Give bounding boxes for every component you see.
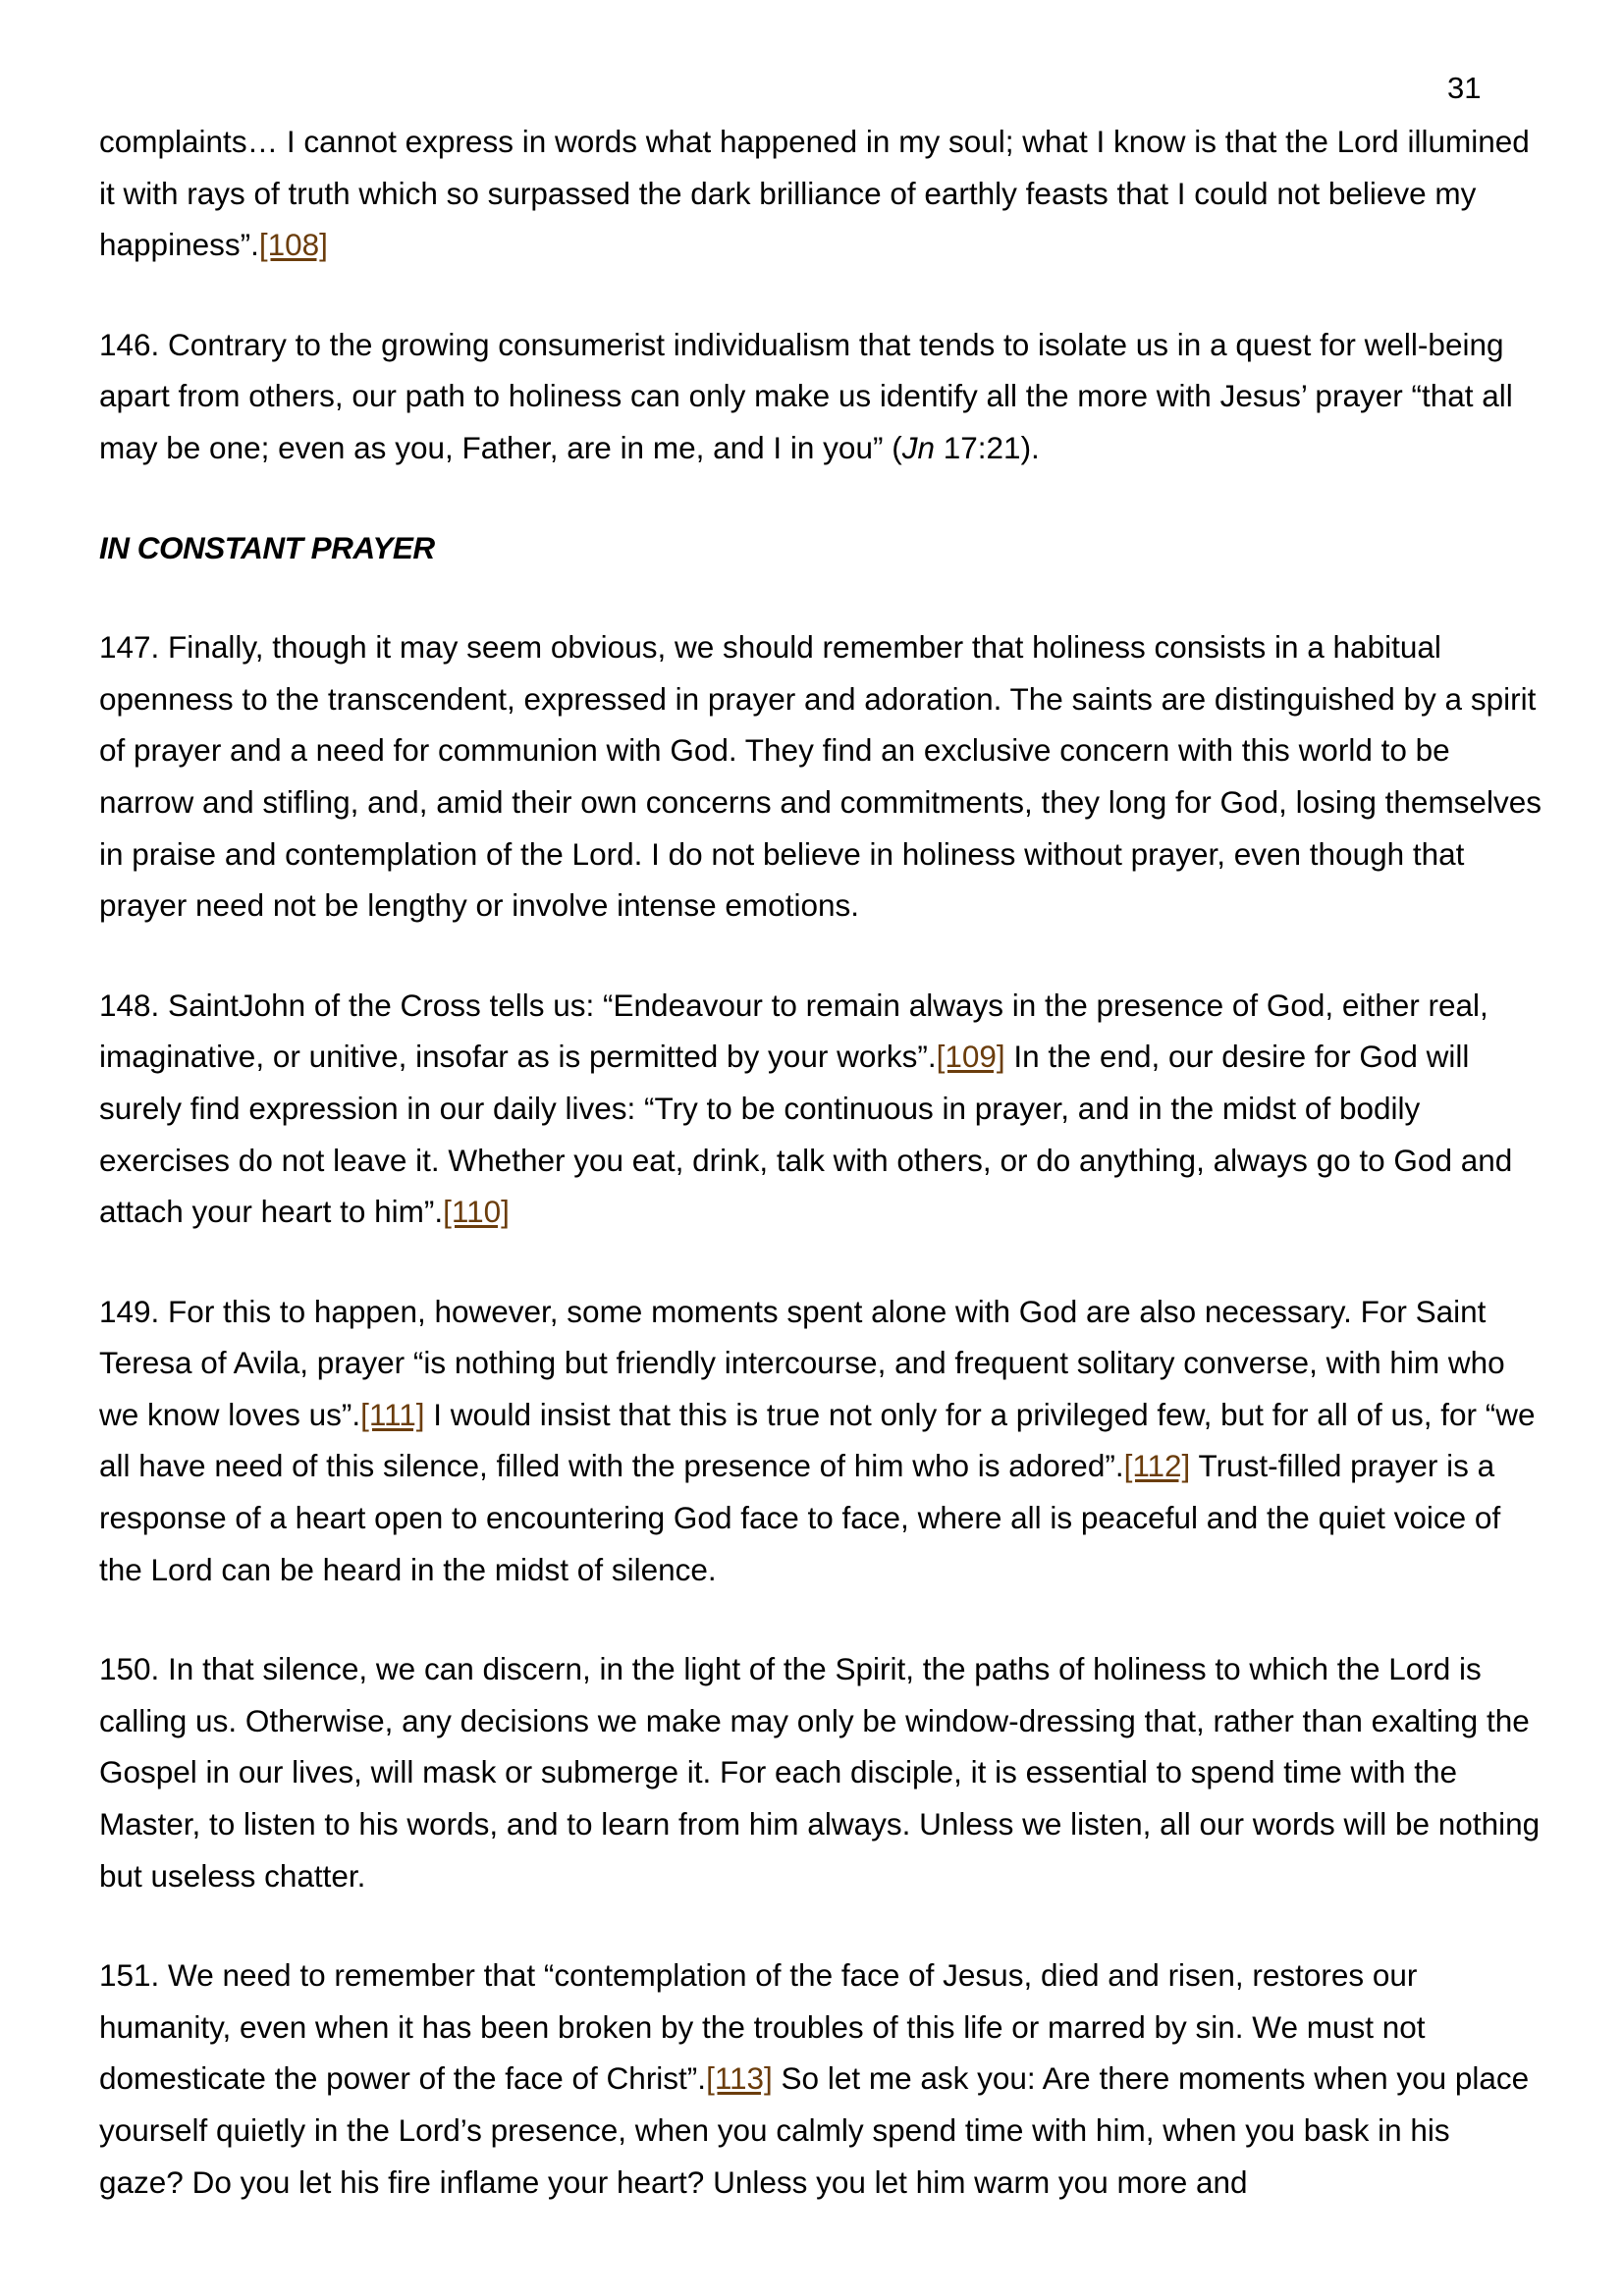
footnote-link-113[interactable]: [113] [706, 2060, 773, 2097]
paragraph-text: 149. For this to happen, however, some moments spent alone with God are also necessary. For Saint Teresa of Avila, prayer “is nothing but friendly intercourse, and frequent solitary converse, with him who we know loves us”. [99, 1293, 1505, 1432]
paragraph-148 [99, 980, 1542, 1238]
footnote-link-111[interactable]: [111] [360, 1396, 425, 1432]
paragraph-text: 147. Finally, though it may seem obvious, we should remember that holiness consists in a habitual openness to the transcendent, expressed in prayer and adoration. The saints are distinguished by a spirit of prayer and a need for communion with God. They find an exclusive concern with this world to be narrow and stifling, and, amid their own concerns and commitments, they long for God, losing themselves in praise and contemplation of the Lord. I do not believe in holiness without prayer, even though that prayer need not be lengthy or involve intense emotions. [99, 629, 1542, 924]
paragraph-text: 150. In that silence, we can discern, in the light of the Spirit, the paths of holiness to which the Lord is calling us. Otherwise, any decisions we make may only be window-dressing that, rather than exalting the Gospel in our lives, will mask or submerge it. For each disciple, it is essential to spend time with the Master, to listen to his words, and to learn from him always. Unless we listen, all our words will be nothing but useless chatter. [99, 1651, 1541, 1894]
paragraph-146 [99, 319, 1542, 474]
footnote-link-108[interactable]: [108] [258, 227, 328, 263]
footnote-link-109[interactable]: [109] [936, 1039, 1005, 1075]
section-heading: IN CONSTANT PRAYER [99, 529, 435, 565]
page-number: 31 [1447, 71, 1482, 105]
paragraph-text: I would insist that this is true not only for a privileged few, but for all of us, for “we all have need of this silence, filled with the presence of him who is adored”. [99, 1396, 1536, 1484]
footnote-link-112[interactable]: [112] [1123, 1448, 1191, 1484]
footnote-link-110[interactable]: [110] [443, 1194, 510, 1230]
paragraph-text: Trust-filled prayer is a response of a heart open to encountering God face to face, where all is peaceful and the quiet voice of the Lord can be heard in the midst of silence. [99, 1448, 1501, 1587]
paragraph-147 [99, 621, 1542, 932]
paragraph-text: 17:21). [934, 429, 1040, 465]
paragraph-text: 151. We need to remember that “contemplation of the face of Jesus, died and risen, restores our humanity, even when it has been broken by the troubles of this life or marred by sin. We must not domesticate the power of the face of Christ”. [99, 1957, 1426, 2097]
paragraph-text: 146. Contrary to the growing consumerist individualism that tends to isolate us in a quest for well-being apart from others, our path to holiness can only make us identify all the more with Jesus’ prayer “that all may be one; even as you, Father, are in me, and I in you” ( [99, 326, 1513, 465]
paragraph-text: In the end, our desire for God will surely find expression in our daily lives: “Try to be continuous in prayer, and in the midst of bodily exercises do not leave it. Whether you eat, drink, talk with others, or do anything, always go to God and attach your heart to him”. [99, 1039, 1513, 1230]
paragraph-text: 148. SaintJohn of the Cross tells us: “Endeavour to remain always in the presence of God, either real, imaginative, or unitive, insofar as is permitted by your works”. [99, 987, 1488, 1075]
document-body [99, 116, 1542, 2256]
paragraph-149 [99, 1286, 1542, 1596]
paragraph-text: So let me ask you: Are there moments when you place yourself quietly in the Lord’s presence, when you calmly spend time with him, when you bask in his gaze? Do you let his fire inflame your heart? Unless you let him warm you more and [99, 2060, 1530, 2200]
scripture-book-ref: Jn [901, 429, 935, 465]
paragraph-text: complaints… I cannot express in words what happened in my soul; what I know is that the Lord illumined it with rays of truth which so surpassed the dark brilliance of earthly feasts that I could not believe my happiness”. [99, 124, 1530, 263]
paragraph-145-continued [99, 116, 1542, 271]
paragraph-150 [99, 1643, 1542, 1901]
paragraph-151 [99, 1949, 1542, 2208]
